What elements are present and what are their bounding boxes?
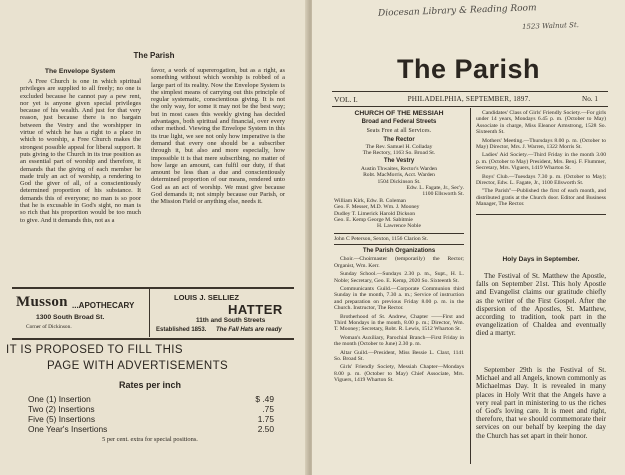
rates-note: 5 per cent. extra for special positions. — [102, 436, 198, 443]
vestry-line: Austin Thwaites, Rector's Warden — [360, 165, 438, 172]
musson-line: ...APOTHECARY — [72, 301, 135, 310]
org-entry: Woman's Auxiliary, Parochial Branch—First Friday in the month (October to June) 2.30 p. m. — [334, 334, 464, 348]
org-entry: Ladies' Aid Society.—Third Friday in the month 3.00 p. m. (October to May) President, Mrs. Benj. F. Flummer, Secretary, Mrs. Viguers, 1419 Wharton St. — [476, 152, 606, 172]
masthead-rule — [332, 91, 608, 92]
holy-days-heading: Holy Days in September. — [502, 256, 580, 263]
divider — [12, 338, 294, 340]
ad-divider — [149, 289, 150, 337]
left-page — [0, 0, 308, 475]
org-entry: Girls' Friendly Society, Messiah Chapter—Mondays 8.00 p. m. (October to May) Chief Associate, Mrs. Viguers, 1419 Wharton St. — [334, 364, 464, 384]
selliez-established: Established 1853. — [156, 327, 207, 333]
vestry-line: Geo. F. Messer, M.D. Wm. J. Mooney — [334, 204, 420, 211]
envelope-column-1: A Free Church is one in which spiritual privileges are supplied to all freely; no one is excluded because he cannot pay a pew rent, nor yet is anyone given special privileges because of his wealth. And just for that very reason, just because there is no bargain between the Vestry and the worshipper in virtue of which he has a right to a place in which to worship, a Free Church makes the strongest possible appeal for liberal support. It puts giving to the Church in its true position as an essential part of worship and therefore, it demands that the giving of each member be made truly an act of worship, a rendering to God the giver of all, of a conscientiously determined proportion of his substance. It demands this of everyone; no man is so poor that he is excusable in God's sight, no man is so rich that his proportion would be too much to give. And it demands this, not as a — [20, 78, 141, 224]
church-name: CHURCH OF THE MESSIAH — [354, 110, 444, 117]
rectory-address: The Rectory, 1163 So. Broad St. — [362, 150, 436, 157]
vestry-line: Edw. L. Fagate, Jr., Sec'y. — [406, 185, 464, 192]
organizations-column — [476, 110, 606, 215]
vestry-line: H. Lawrence Noble — [377, 223, 421, 230]
org-entry: Altar Guild.—President, Miss Bessie L. Claxt, 1141 So. Broad St. — [334, 349, 464, 362]
rate-row: One Year's Insertions 2.50 — [28, 424, 274, 434]
rate-row: Two (2) Insertions .75 — [28, 404, 274, 414]
vestry-line: Robt. MacMorris, Acct. Warden — [363, 172, 435, 179]
masthead: The Parish — [396, 54, 541, 84]
ad-space-line-2: PAGE WITH ADVERTISEMENTS — [47, 360, 229, 372]
ad-musson — [12, 292, 142, 330]
seats-notice: Seats Free at all Services. — [366, 128, 432, 134]
masthead-rule — [332, 106, 608, 107]
vestry-heading: The Vestry — [383, 157, 415, 164]
org-entry: Communicants Guild.—Corporate Communion third Sunday in the month, 7.30 a. m.; Service of instruction and preparation on previous Friday 8.00 p. m. in the Church. Instructor, The Rector. — [334, 285, 464, 312]
handwritten-note-1: Diocesan Library & Reading Room — [377, 3, 537, 19]
divider — [12, 287, 294, 289]
org-entry: Mothers' Meeting.—Thursdays 8.00 p. m. (October to May) Director, Mrs. J. Warren, 1322 Morris St. — [476, 137, 606, 151]
vestry-line: William Kirk, Edw. B. Coleman — [334, 197, 406, 204]
selliez-address: 11th and South Streets — [196, 317, 266, 324]
sexton: John C Peterson, Sexton, 1156 Clarion St. — [334, 235, 429, 242]
musson-corner: Corner of Dickinson. — [26, 324, 72, 330]
vestry-line: Dudley T. Limerick Harold Dickson — [334, 210, 416, 217]
section-rule — [476, 214, 606, 215]
org-entry: Brotherhood of St. Andrew, Chapter ——First and Third Mondays in the month, 8.00 p. m.; Director, Wm. T. Mooney; Secretary, Robt. R. Lewis, 1512 Wharton St. — [334, 313, 464, 333]
vestry-line: 1100 Ellsworth St. — [422, 191, 464, 198]
selliez-name: LOUIS J. SELLIEZ — [174, 293, 239, 302]
ad-selliez — [152, 292, 296, 336]
rates-title: Rates per inch — [118, 380, 182, 390]
selliez-trade: HATTER — [228, 302, 283, 317]
org-entry: "The Parish"—Published the first of each month, and distributed gratis at the Church door. Editor and Business Manager, The Rector. — [476, 188, 606, 208]
vestry-line: Geo. E. Kemp George M. Sabitmie — [334, 217, 413, 224]
issue-number: No. 1 — [582, 95, 598, 103]
volume: VOL. I. — [334, 95, 358, 104]
column-rule — [470, 108, 471, 464]
dateline: PHILADELPHIA, SEPTEMBER, 1897. — [407, 95, 531, 103]
rector-heading: The Rector — [383, 137, 415, 143]
musson-address: 1300 South Broad St. — [36, 314, 105, 321]
rate-row: Five (5) Insertions 1.75 — [28, 414, 274, 424]
org-entry: Boys' Club.—Tuesdays 7.30 p. m. (October to May); Director, Edw. L. Fagate, Jr., 1100 Ellsworth St. — [476, 173, 606, 187]
selliez-slogan: The Fall Hats are ready — [216, 327, 282, 333]
ad-space-line-1: IT IS PROPOSED TO FILL THIS — [6, 344, 183, 356]
envelope-heading: The Envelope System — [44, 68, 116, 75]
rector-name: The Rev. Samuel H. Colladay — [365, 144, 433, 150]
musson-name: Musson — [16, 294, 68, 310]
vestry-line: 1504 Dickinson St. — [377, 178, 421, 185]
holy-days-paragraph-1: The Festival of St. Matthew the Apostle, falls on September 21st. This holy Apostle and Evangelist claims our gratitude chiefly as the writer of the First Gospel. After the dispersion of the Apostles, St. Matthew, according to tradition, took part in the evangelization of Chaldea and eventually died a martyr. — [476, 272, 606, 338]
rates-table — [28, 394, 274, 434]
section-rule — [334, 233, 464, 234]
org-entry: Sunday School.—Sundays 2.30 p. m., Supt., H. L. Noble; Secretary, Geo. E. Kemp, 2020 So. Sixteenth St. — [334, 271, 464, 284]
church-column — [334, 110, 464, 384]
envelope-column-2: favor, a work of supererogation, but as a right, as something without which worship is robbed of a large part of its reality. Now the Envelope System is the simplest means of carrying out this principle of regular systematic, conscientious giving. It is not the only way, for some it may not be the best way; but in most cases this weekly giving has decided advantages, both spiritual and financial, over every other method. Viewing the Envelope System in this its true light, we see not only how imperative is the demand that every one should be a subscriber through it, but also and more especially, how impossible it is that mere subscribing, no matter of how large an amount, can fulfil our duty, if that amount be less than a due and conscientiously determined proportion of our means, rendered unto God as an act of worship. We must give because God demands it; not simply because our Parish, or the Mission Field or anything else, needs it. — [151, 67, 285, 206]
orgs-heading: The Parish Organizations — [362, 248, 436, 255]
org-entry: Choir.—Choirmaster (temporarily) the Rector; Organist, Wm. Kerr. — [334, 256, 464, 269]
church-location: Broad and Federal Streets — [361, 119, 437, 125]
handwritten-note-2: 1523 Walnut St. — [521, 21, 580, 31]
running-head: The Parish — [133, 51, 175, 60]
section-rule — [334, 244, 464, 245]
rate-row: One (1) Insertion $ .49 — [28, 394, 274, 404]
holy-days-paragraph-2: September 29th is the Festival of St. Michael and all Angels, known commonly as Michaelmas Day. It is revealed in many places in Holy Writ that the Angels have a very real part in ministering to us the riches of God's loving care. It is meet and right, therefore, that we should commemorate their services on our behalf by keeping the day the Church has set apart in their honor. — [476, 366, 606, 440]
right-page — [312, 0, 625, 475]
org-entry: Candidates' Class of Girls' Friendly Society.—For girls under 14 years, Mondays 6.45 p. m. (October to May) Associate in charge, Miss Eleanor Armstrong, 1528 So. Sixteenth St. — [476, 110, 606, 136]
